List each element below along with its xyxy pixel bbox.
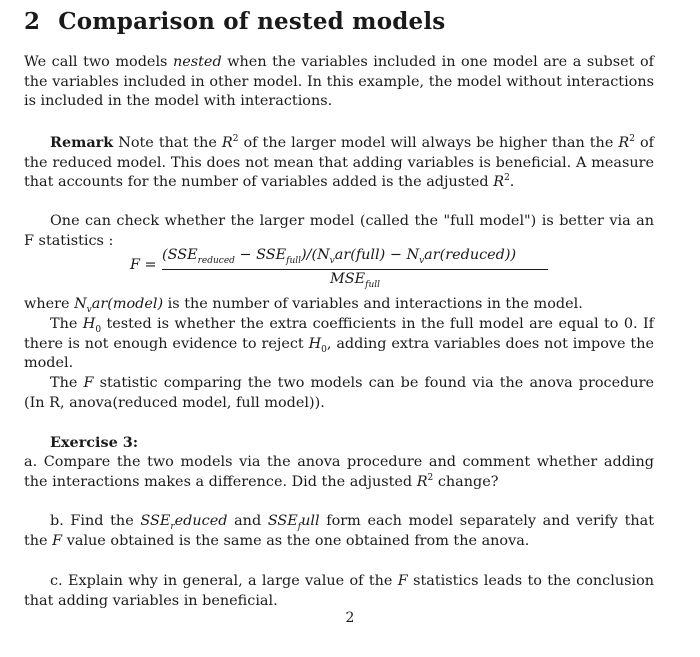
equation-lhs: F = [130, 257, 157, 273]
paragraph-nvar-definition: where $N_var(model)$ is the number of variables and interactions in the model. [24, 296, 583, 315]
paragraph-f-statistic-intro: One can check whether the larger model (called the "full model") is better via an F statistics : [24, 213, 654, 249]
f-statistic-equation [130, 242, 570, 292]
exercise-heading: Exercise 3: [50, 434, 139, 451]
paragraph-anova: The F statistic comparing the two models can be found via the anova procedure (In R, anova(reduced model, full model)). [24, 375, 654, 411]
remark-label: Remark [50, 134, 114, 151]
fraction-bar [162, 269, 548, 270]
paragraph-remark: Remark Note that the $R^2$ of the larger model will always be higher than the $R^2$ of the reduced model. This does not mean that adding variables is beneficial. A measure that accounts for the number of variables added is the adjusted $R^2$. [24, 134, 654, 190]
equation-denominator: $MSE_{full}$ [330, 271, 380, 290]
equation-numerator: ($SSE_{reduced}$ − $SSE_{full})/(N_var(full)$ − $N_var(reduced)$) [162, 247, 517, 266]
paragraph-hypothesis: The $H_0$ tested is whether the extra coefficients in the full model are equal to 0. If there is not enough evidence to reject $H_0$, adding extra variables does not impove the model. [24, 316, 654, 371]
nested-term: nested [172, 54, 222, 70]
exercise-question-c: c. Explain why in general, a large value of the F statistics leads to the conclusion that adding variables in beneficial. [24, 573, 655, 609]
section-heading [24, 8, 445, 35]
paragraph-nested-definition: We call two models nested when the variables included in one model are a subset of the variables included in other model. In this example, the model without interactions is included in the model with interactions. [24, 54, 654, 109]
exercise-question-a: a. Compare the two models via the anova procedure and comment whether adding the interactions makes a difference. Did the adjusted $R^2$ change? [24, 454, 654, 490]
section-number: 2 [24, 8, 41, 35]
section-title: Comparison of nested models [58, 8, 446, 35]
exercise-question-b: b. Find the $SSE_reduced$ and $SSE_full$ form each model separately and verify that the F value obtained is the same as the one obtained from the anova. [24, 513, 654, 549]
page-number: 2 [345, 610, 355, 626]
